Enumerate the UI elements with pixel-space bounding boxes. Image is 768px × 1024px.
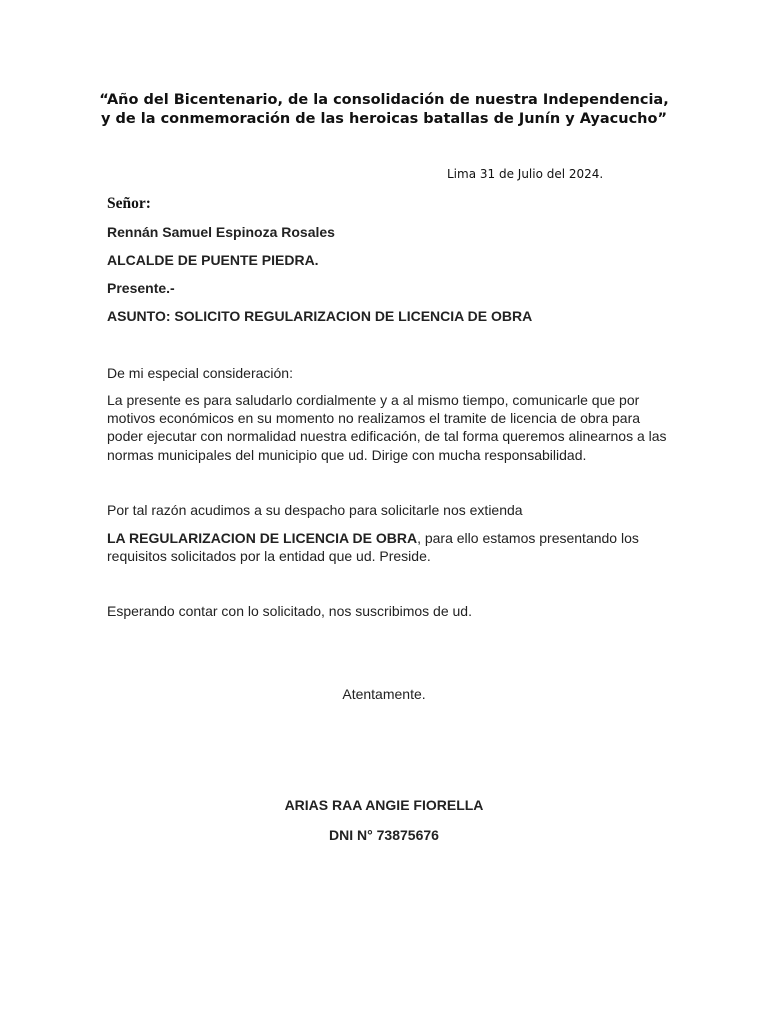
paragraph-1-line-4: normas municipales del municipio que ud. Dirige con mucha responsabilidad. xyxy=(107,446,587,463)
paragraph-3-line-1 xyxy=(107,529,667,547)
subject-line: ASUNTO: SOLICITO REGULARIZACION DE LICENCIA DE OBRA xyxy=(107,308,533,324)
closing-paragraph xyxy=(107,602,667,620)
closing-text: Esperando contar con lo solicitado, nos suscribimos de ud. xyxy=(107,603,472,619)
paragraph-3-bold: LA REGULARIZACION DE LICENCIA DE OBRA xyxy=(107,530,418,546)
signature-dni: DNI N° 73875676 xyxy=(329,827,439,843)
greeting xyxy=(107,364,667,382)
paragraph-2-text: Por tal razón acudimos a su despacho para solicitarle nos extienda xyxy=(107,502,523,518)
paragraph-3-rest: , para ello estamos presentando los xyxy=(417,530,639,546)
paragraph-1-line-1: La presente es para saludarlo cordialmente y a al mismo tiempo, comunicarle que por xyxy=(107,392,640,408)
signoff: Atentamente. xyxy=(342,686,426,702)
paragraph-2 xyxy=(107,501,667,519)
greeting-text: De mi especial consideración: xyxy=(107,365,293,381)
motto-header xyxy=(60,91,708,129)
paragraph-1-line-3: poder ejecutar con normalidad nuestra edificación, de tal forma queremos alinearnos a las xyxy=(107,428,667,445)
motto-line-1: “Año del Bicentenario, de la consolidación de nuestra Independencia, xyxy=(99,92,669,108)
salutation: Señor: xyxy=(107,195,151,212)
presente-label: Presente.- xyxy=(107,280,175,296)
paragraph-1-line-2: motivos económicos en su momento no realizamos el tramite de licencia de obra para xyxy=(107,410,641,427)
recipient-name: Rennán Samuel Espinoza Rosales xyxy=(107,224,335,240)
signature-name: ARIAS RAA ANGIE FIORELLA xyxy=(284,797,484,813)
recipient-title: ALCALDE DE PUENTE PIEDRA. xyxy=(107,252,319,268)
paragraph-1 xyxy=(107,391,667,464)
motto-line-2: y de la conmemoración de las heroicas batallas de Junín y Ayacucho” xyxy=(101,111,667,127)
paragraph-3 xyxy=(107,529,667,565)
paragraph-3-line-2: requisitos solicitados por la entidad que ud. Preside. xyxy=(107,548,431,565)
letter-date: Lima 31 de Julio del 2024. xyxy=(447,167,604,181)
